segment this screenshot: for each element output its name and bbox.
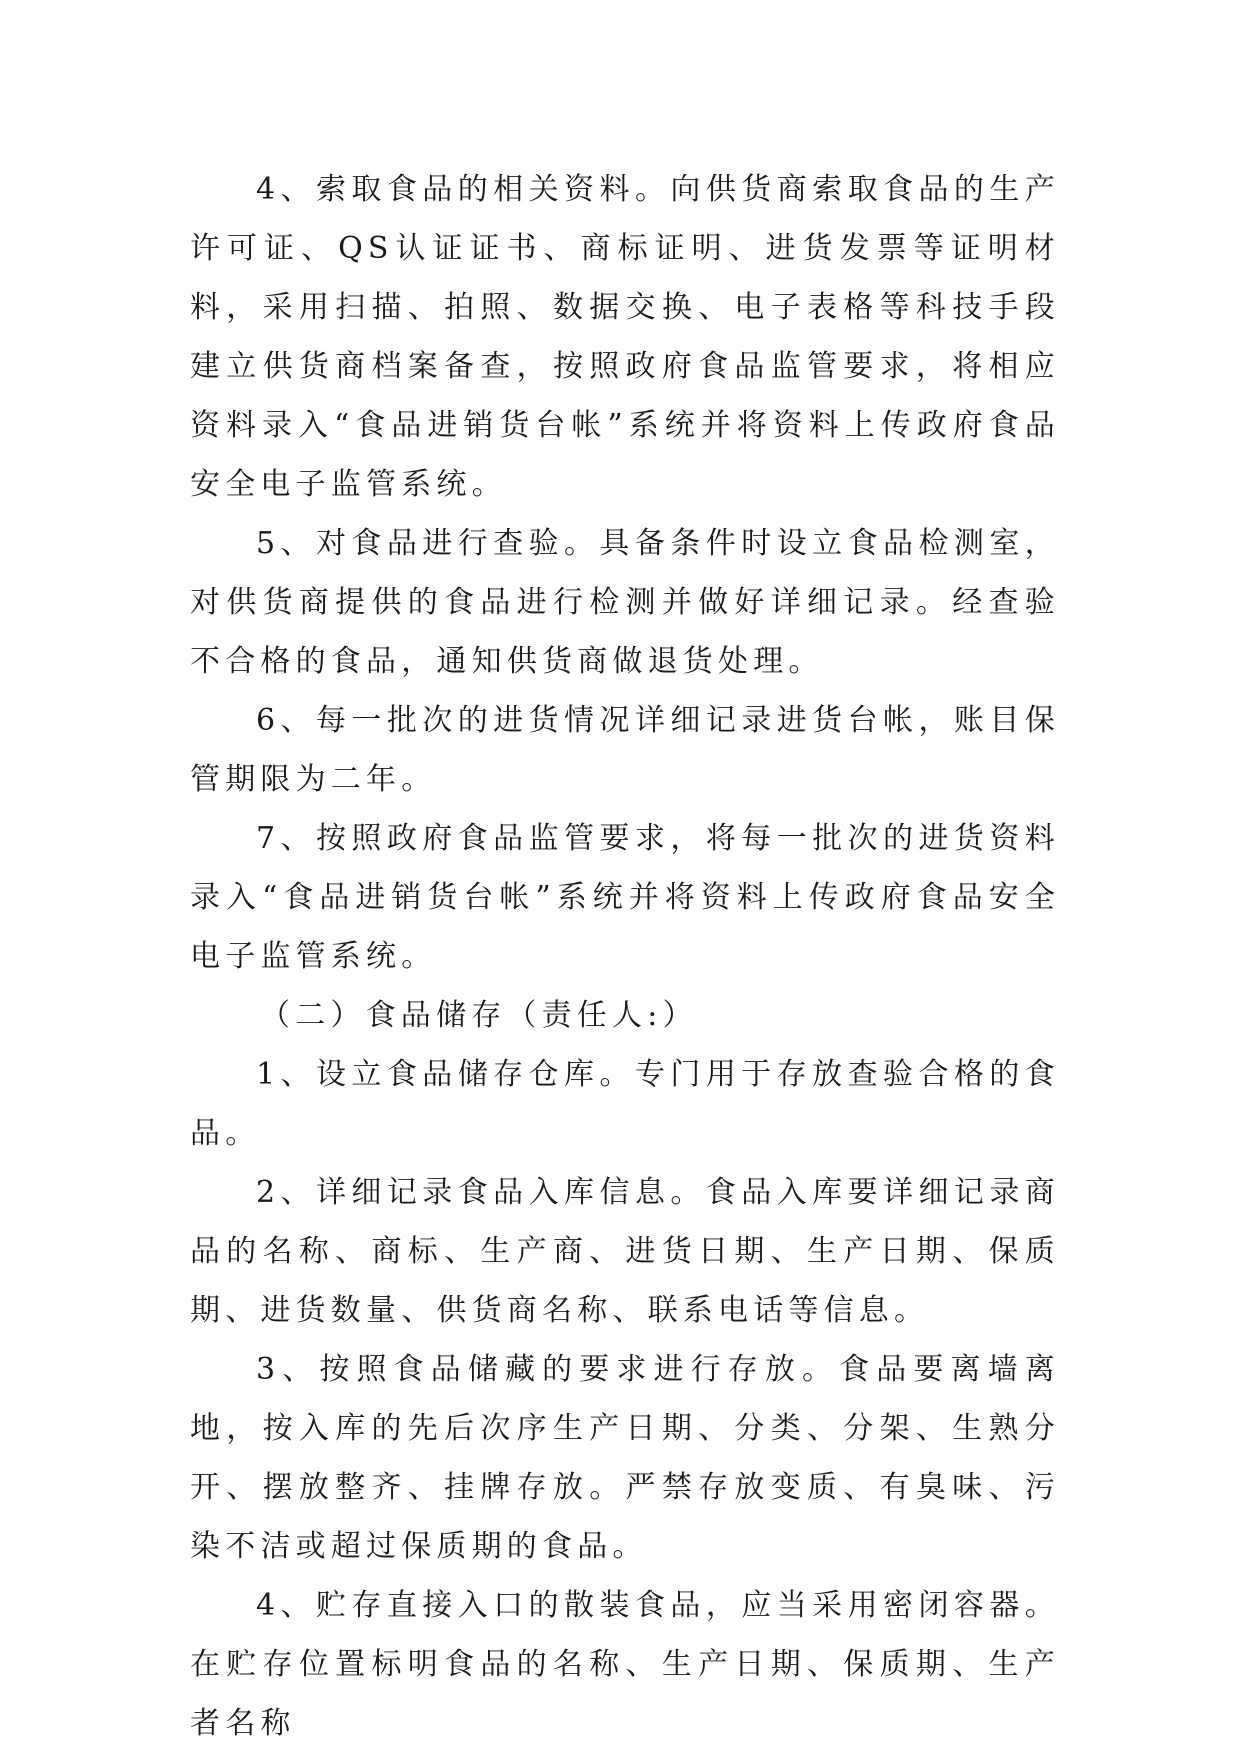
paragraph-supplier-documents: 4、索取食品的相关资料。向供货商索取食品的生产许可证、QS认证证书、商标证明、进货发票等证明材料，采用扫描、拍照、数据交换、电子表格等科技手段建立供货商档案备查，按照政府食品监管要求，将相应资料录入“食品进销货台帐”系统并将资料上传政府食品安全电子监管系统。	[190, 172, 1060, 502]
paragraph-storage-warehouse: 1、设立食品储存仓库。专门用于存放查验合格的食品。	[190, 1057, 1060, 1151]
paragraph-food-inspection: 5、对食品进行查验。具备条件时设立食品检测室，对供货商提供的食品进行检测并做好详细记录。经查验不合格的食品，通知供货商做退货处理。	[190, 526, 1060, 679]
paragraph-inbound-records: 2、详细记录食品入库信息。食品入库要详细记录商品的名称、商标、生产商、进货日期、生产日期、保质期、进货数量、供货商名称、联系电话等信息。	[190, 1175, 1060, 1328]
section-heading-food-storage: （二）食品储存（责任人:）	[260, 998, 698, 1033]
document-body	[190, 160, 1060, 1753]
paragraph-bulk-food-storage: 4、贮存直接入口的散装食品，应当采用密闭容器。在贮存位置标明食品的名称、生产日期、保质期、生产者名称	[190, 1588, 1060, 1741]
paragraph-storage-requirements: 3、按照食品储藏的要求进行存放。食品要离墙离地，按入库的先后次序生产日期、分类、分架、生熟分开、摆放整齐、挂牌存放。严禁存放变质、有臭味、污染不洁或超过保质期的食品。	[190, 1352, 1060, 1564]
paragraph-upload-records: 7、按照政府食品监管要求，将每一批次的进货资料录入“食品进销货台帐”系统并将资料上传政府食品安全电子监管系统。	[190, 821, 1060, 974]
paragraph-purchase-ledger: 6、每一批次的进货情况详细记录进货台帐，账目保管期限为二年。	[190, 703, 1060, 797]
